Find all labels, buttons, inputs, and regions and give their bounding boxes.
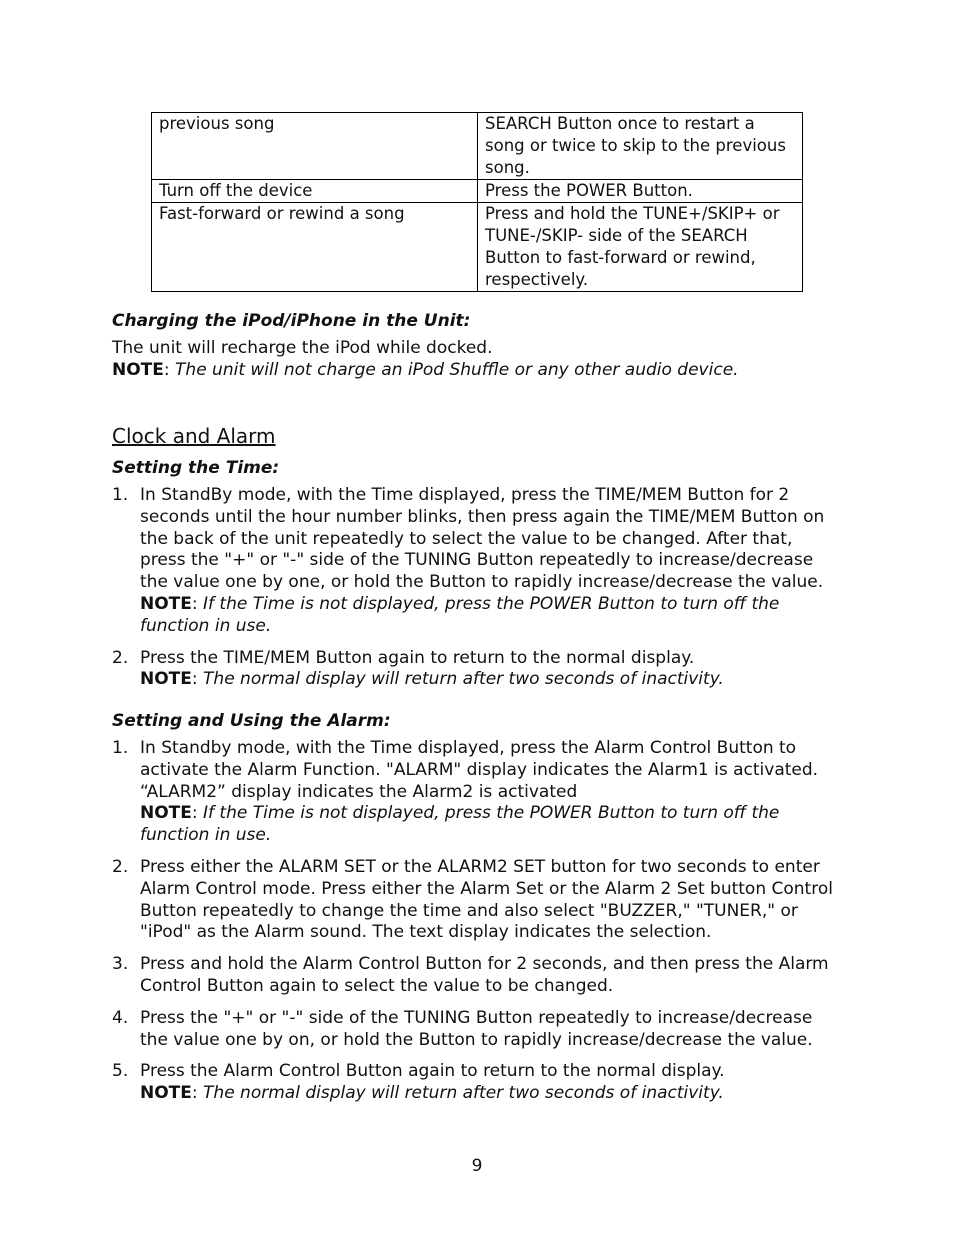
note-label: NOTE <box>140 1083 192 1104</box>
note-text: The normal display will return after two seconds of inactivity. <box>203 669 724 690</box>
step-text: Press either the ALARM SET or the ALARM2 SET button for two seconds to enter Alarm Control mode. Press either the Alarm Set or the Alarm 2 Set button Control Button repeatedly to change the time and also select "BUZZER," "TUNER," or "iPod" as the Alarm sound. The text display indicates the selection. <box>140 856 833 943</box>
step-text: In StandBy mode, with the Time displayed, press the TIME/MEM Button for 2 seconds until the hour number blinks, then press again the TIME/MEM Button on the back of the unit repeatedly to select the value to be changed. After that, press the "+" or "-" side of the TUNING Button repeatedly to increase/decrease the value one by one, or hold the Button to rapidly increase/decrease the value. <box>140 485 825 593</box>
list-item <box>112 857 842 944</box>
table-row <box>152 113 803 180</box>
note-label: NOTE <box>140 803 192 824</box>
table-row <box>152 180 803 203</box>
table-cell-instruction: SEARCH Button once to restart a song or twice to skip to the previous song. <box>478 113 803 180</box>
setting-alarm-title: Setting and Using the Alarm: <box>112 711 391 731</box>
table-cell-action: Fast-forward or rewind a song <box>152 203 478 292</box>
section-heading: Clock and Alarm <box>112 424 276 448</box>
list-item: 2. Press the TIME/MEM Button again to return to the normal display. NOTE: The normal display will return after two seconds of inactivity. <box>112 647 724 690</box>
table-cell-instruction: Press and hold the TUNE+/SKIP+ or TUNE-/SKIP- side of the SEARCH Button to fast-forward or rewind, respectively. <box>478 203 803 292</box>
step-number: 2. <box>112 856 129 877</box>
step-number: 2. <box>112 647 129 668</box>
step-text: In Standby mode, with the Time displayed, press the Alarm Control Button to activate the Alarm Function. "ALARM" display indicates the Alarm1 is activated. “ALARM2” display indicates the Alarm2 is activated <box>140 738 819 802</box>
charging-text: The unit will recharge the iPod while docked. <box>112 338 493 358</box>
table-cell-instruction: Press the POWER Button. <box>478 180 803 203</box>
operations-table <box>151 112 803 292</box>
step-text: Press the Alarm Control Button again to return to the normal display. <box>140 1061 725 1082</box>
note-text: If the Time is not displayed, press the POWER Button to turn off the function in use. <box>140 803 780 846</box>
note-text: The unit will not charge an iPod Shuffle or any other audio device. <box>175 360 739 380</box>
list-item <box>112 1008 842 1052</box>
setting-alarm-steps <box>112 738 842 1115</box>
charging-title: Charging the iPod/iPhone in the Unit: <box>112 311 471 331</box>
step-text: Press and hold the Alarm Control Button for 2 seconds, and then press the Alarm Control Button again to select the value to be changed. <box>140 954 829 996</box>
note-text: The normal display will return after two seconds of inactivity. <box>203 1083 724 1104</box>
step-text: Press the TIME/MEM Button again to return to the normal display. <box>140 647 695 668</box>
step-number: 1. <box>112 738 129 758</box>
charging-note: NOTE: The unit will not charge an iPod Shuffle or any other audio device. <box>112 360 739 380</box>
table-cell-action: Turn off the device <box>152 180 478 203</box>
note-text: If the Time is not displayed, press the POWER Button to turn off the function in use. <box>140 593 780 636</box>
table-row <box>152 203 803 292</box>
note-label: NOTE <box>112 360 164 380</box>
step-number: 5. <box>112 1061 129 1082</box>
note-label: NOTE <box>140 669 192 690</box>
step-number: 1. <box>112 485 129 505</box>
step-number: 3. <box>112 954 129 975</box>
page-number: 9 <box>471 1156 483 1176</box>
list-item: 1. In Standby mode, with the Time displayed, press the Alarm Control Button to activate the Alarm Function. "ALARM" display indicates the Alarm1 is activated. “ALARM2” display indicates the Alarm2 is activated NOTE: If the Time is not displayed, press the POWER Button to turn off the function in use. <box>112 738 819 846</box>
list-item <box>112 954 842 998</box>
step-number: 4. <box>112 1007 129 1028</box>
list-item: 1. In StandBy mode, with the Time displayed, press the TIME/MEM Button for 2 seconds until the hour number blinks, then press again the TIME/MEM Button on the back of the unit repeatedly to select the value to be changed. After that, press the "+" or "-" side of the TUNING Button repeatedly to increase/decrease the value one by one, or hold the Button to rapidly increase/decrease the value. NOTE: If the Time is not displayed, press the POWER Button to turn off the function in use. <box>112 485 825 636</box>
note-label: NOTE <box>140 593 192 614</box>
step-text: Press the "+" or "-" side of the TUNING Button repeatedly to increase/decrease the value one by on, or hold the Button to rapidly increase/decrease the value. <box>140 1007 813 1050</box>
list-item: 5. Press the Alarm Control Button again to return to the normal display. NOTE: The normal display will return after two seconds of inactivity. <box>112 1061 725 1104</box>
table-cell-action: previous song <box>152 113 478 180</box>
setting-time-title: Setting the Time: <box>112 458 280 478</box>
setting-time-steps <box>112 485 842 701</box>
